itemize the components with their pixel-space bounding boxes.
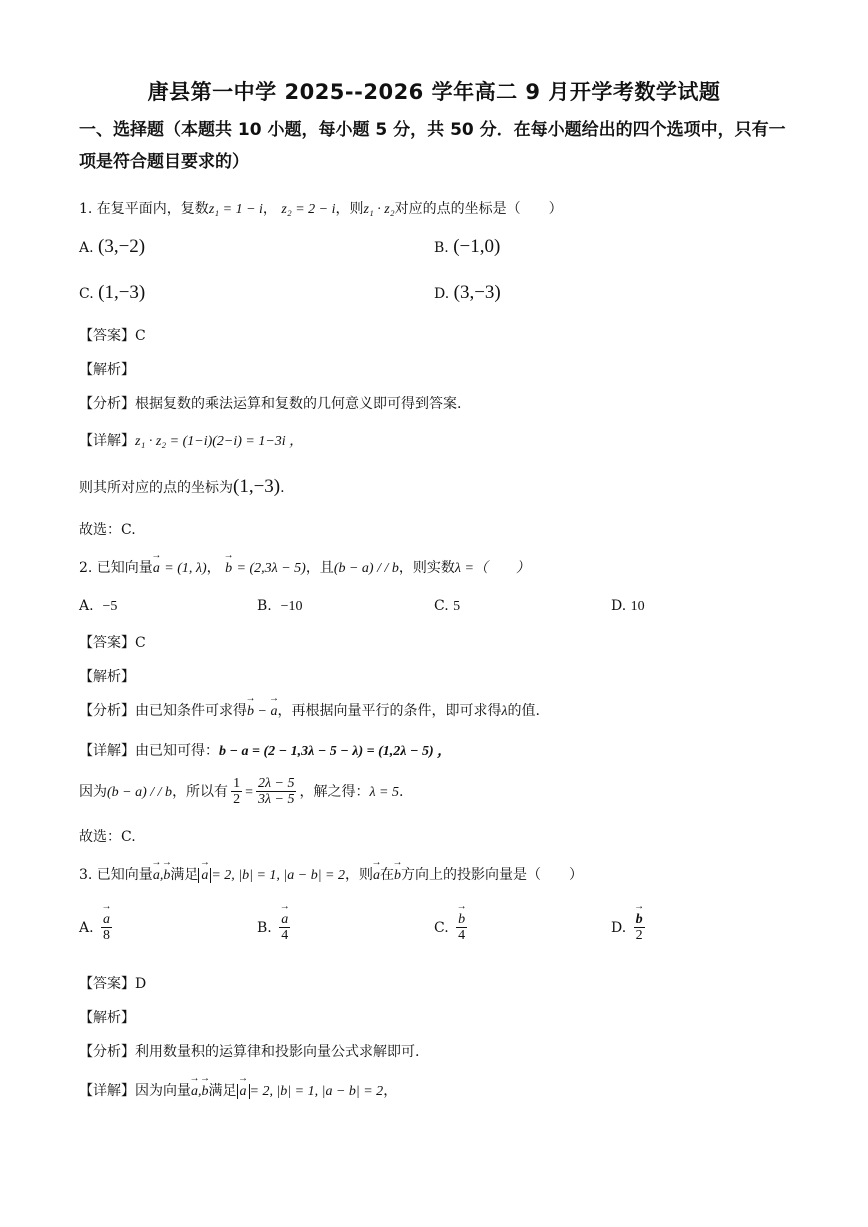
q1-stem-text3: 对应的点的坐标是（ ） [394, 201, 563, 217]
q1-z2: z₂ = 2 − i [281, 202, 336, 217]
q3-answer: 【答案】D [79, 976, 147, 992]
q3-stem-text3: ，则 [345, 867, 373, 883]
option-value: (3,−3) [453, 282, 501, 303]
q2-detail-label: 【详解】由已知可得： [79, 743, 219, 759]
q1-detail [79, 430, 303, 450]
option-label: D. [611, 919, 627, 936]
section-heading-line2: 项是符合题目要求的） [79, 152, 249, 172]
q2-solve-value: λ = 5 [369, 784, 399, 800]
vector-a: → a [191, 1084, 198, 1100]
q1-detail-math: z₁ · z₂ = (1−i)(2−i) = 1−3i ， [135, 434, 304, 449]
q2-choose: 故选：C. [79, 829, 136, 845]
option-label: D. [434, 286, 450, 302]
q3-stem: 3. 已知向量→ a,→ b满足→ a = 2, |b| = 1, |a − b| = 2，则→ a在→ b方向上的投影向量是（ ） [79, 864, 583, 884]
q3-jiexi: 【解析】 [79, 1010, 135, 1026]
q1-detail-label: 【详解】 [79, 433, 135, 449]
q3-condition: = 2, |b| = 1, |a − b| = 2 [211, 868, 345, 883]
section-heading [79, 114, 799, 178]
option-value: 10 [630, 599, 645, 614]
q1-point-end: . [280, 480, 285, 496]
vector-b: → b [394, 868, 401, 884]
q2-detail-math: b − a = (2 − 1,3λ − 5 − λ) = (1,2λ − 5) ， [219, 744, 452, 759]
abs-a: → a [198, 868, 211, 883]
vector-b: → b [225, 561, 232, 577]
option-label: A. [79, 598, 94, 614]
q1-choose: 故选：C. [79, 522, 136, 538]
q2-analysis: 【分析】由已知条件可求得→ b − → a，再根据向量平行的条件，即可求得λ的值. [79, 700, 540, 720]
vector-a: → a [153, 868, 160, 884]
vector-b: → b [163, 868, 170, 884]
q3-option-a [79, 912, 115, 944]
q3-stem-text4: 在 [380, 867, 394, 883]
option-label: B. [257, 919, 272, 936]
option-value: (1,−3) [98, 282, 146, 303]
option-label: C. [434, 919, 449, 936]
q1-point-value: (1,−3) [233, 476, 281, 497]
option-label: A. [79, 919, 94, 936]
option-value: −5 [102, 599, 118, 614]
vector-a: → a [373, 868, 380, 884]
option-label: D. [611, 598, 627, 614]
section-heading-line1: 一、选择题（本题共 10 小题，每小题 5 分，共 50 分．在每小题给出的四个选项中，只有一 [79, 120, 786, 140]
q2-b-eq: = (2,3λ − 5) [236, 561, 306, 576]
q3-condition: = 2, |b| = 1, |a − b| = 2 [249, 1084, 384, 1099]
q3-detail-label: 【详解】因为向量 [79, 1083, 191, 1099]
q2-analysis-text3: 的值. [507, 703, 540, 719]
q2-a-eq: = (1, λ) [164, 561, 207, 576]
q2-condition: (b − a) / / b [333, 561, 399, 576]
option-label: C. [434, 598, 449, 614]
q3-option-d [611, 912, 648, 944]
q1-jiexi: 【解析】 [79, 362, 135, 378]
q1-option-c [79, 282, 145, 304]
q1-analysis: 【分析】根据复数的乘法运算和复数的几何意义即可得到答案. [79, 396, 462, 412]
option-value: 5 [453, 599, 461, 614]
q2-because-text: 因为 [79, 783, 107, 800]
option-label: C. [79, 286, 94, 302]
q1-option-a [79, 236, 145, 258]
q1-option-d [434, 282, 501, 304]
page-title: 唐县第一中学 2025--2026 学年高二 9 月开学考数学试题 [147, 80, 721, 104]
q3-option-c [434, 912, 470, 944]
q2-stem: 2. 已知向量→ a = (1, λ)， → b = (2,3λ − 5)，且(b − a) / / b，则实数λ =（ ） [79, 557, 530, 577]
q1-stem [79, 198, 563, 218]
fraction: → $\frac{a}{8}$ [101, 912, 112, 944]
q2-lambda: λ =（ ） [454, 561, 530, 576]
q2-option-b [257, 598, 303, 615]
q1-sep: ， [262, 201, 277, 217]
fraction: → $\frac{b}{2}$ [634, 912, 645, 944]
option-label: A. [79, 240, 94, 256]
q3-analysis: 【分析】利用数量积的运算律和投影向量公式求解即可. [79, 1044, 420, 1060]
q1-point-text: 则其所对应的点的坐标为 [79, 480, 233, 496]
q1-product: z₁ · z₂ [363, 202, 395, 217]
fraction: $\frac{1}{2}$ [233, 776, 241, 808]
q2-because: 因为(b − a) / / b，所以有 $\frac{1}{2}$ = $\frac{2\lambda - 5}{3\lambda - 5}$ ，解之得：λ = 5. [79, 776, 404, 808]
q2-stem-text: 2. 已知向量 [79, 560, 153, 576]
q2-because-text2: ，所以有 [172, 783, 229, 800]
q1-point [79, 476, 285, 498]
q2-answer: 【答案】C [79, 635, 146, 651]
q1-option-b [434, 236, 500, 258]
q3-detail: 【详解】因为向量→ a,→ b满足→ a = 2, |b| = 1, |a − b| = 2， [79, 1080, 397, 1100]
option-value: (−1,0) [453, 236, 501, 257]
vector-b: → b [247, 704, 254, 720]
q2-analysis-text: 【分析】由已知条件可求得 [79, 703, 247, 719]
q3-option-b [257, 912, 293, 944]
q3-stem-text2: 满足 [170, 867, 199, 883]
q2-analysis-text2: ，再根据向量平行的条件，即可求得 [277, 703, 502, 719]
q1-stem-text: 1. 在复平面内，复数 [79, 201, 209, 217]
option-value: (3,−2) [98, 236, 146, 257]
fraction: $\frac{2\lambda - 5}{3\lambda - 5}$ [257, 776, 295, 808]
q2-option-d [611, 598, 645, 615]
q2-jiexi: 【解析】 [79, 669, 135, 685]
option-label: B. [434, 240, 449, 256]
q2-option-a [79, 598, 117, 615]
q2-stem-text2: ，且 [305, 560, 334, 576]
q3-stem-text: 3. 已知向量 [79, 867, 153, 883]
vector-b: → b [202, 1084, 209, 1100]
fraction: → $\frac{b}{4}$ [456, 912, 467, 944]
option-value: −10 [280, 599, 303, 614]
q1-answer: 【答案】C [79, 328, 146, 344]
q1-z1: z₁ = 1 − i [208, 202, 263, 217]
q3-detail-text: 满足 [208, 1083, 237, 1099]
q2-detail [79, 740, 451, 760]
q3-stem-text5: 方向上的投影向量是（ ） [401, 867, 583, 883]
vector-a: → a [270, 704, 277, 720]
fraction: → $\frac{a}{4}$ [279, 912, 290, 944]
q2-solve-text: ，解之得： [299, 783, 370, 800]
vector-a: → a [153, 561, 160, 577]
q1-stem-text2: ，则 [335, 201, 364, 217]
q2-stem-text3: ，则实数 [398, 560, 455, 576]
option-label: B. [257, 598, 272, 614]
q2-option-c [434, 598, 460, 615]
q2-condition: (b − a) / / b [107, 784, 173, 800]
abs-a: → a [237, 1084, 250, 1099]
